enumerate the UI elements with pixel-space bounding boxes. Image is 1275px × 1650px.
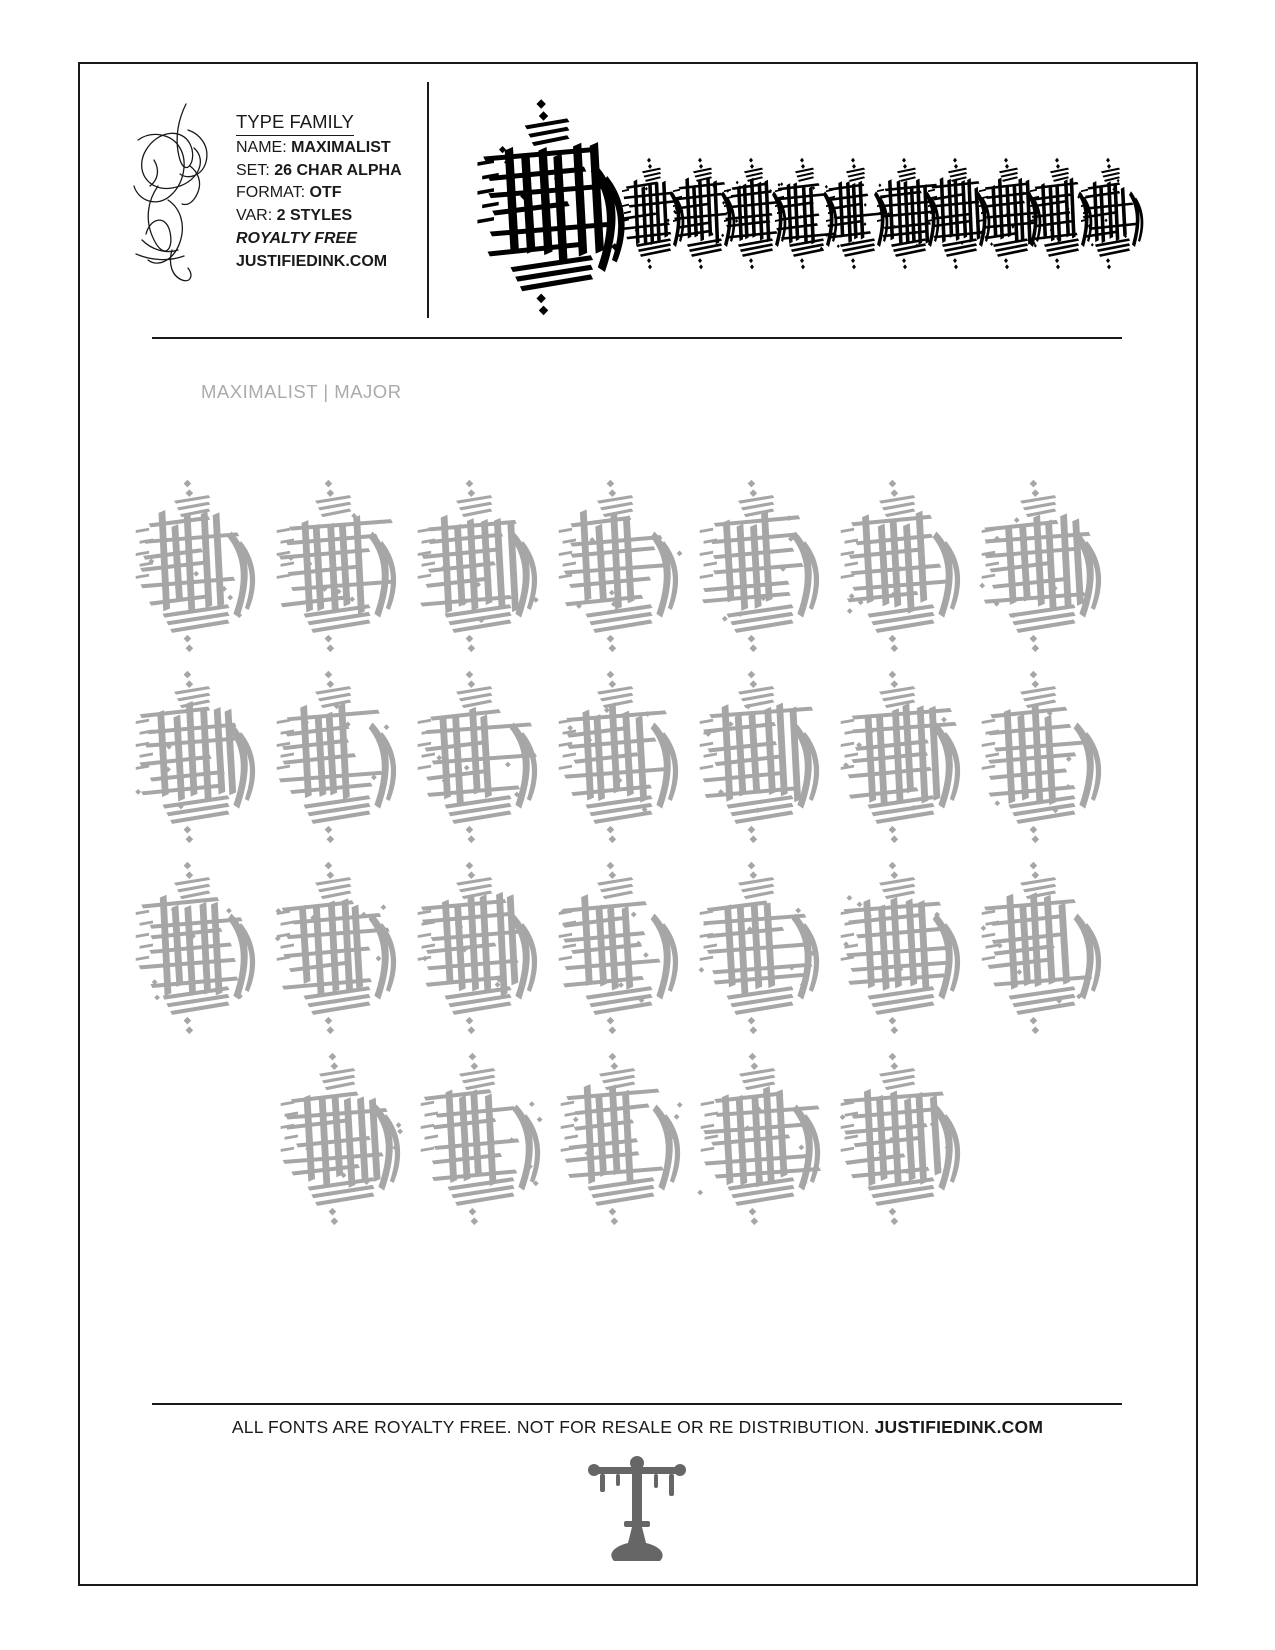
glyph-specimen xyxy=(971,474,1115,654)
footer-notice xyxy=(0,1417,1275,1438)
info-value: OTF xyxy=(309,184,342,202)
glyph-specimen xyxy=(125,665,269,845)
glyph-specimen xyxy=(266,665,410,845)
info-row-format xyxy=(236,182,402,205)
glyph-specimen xyxy=(830,856,974,1036)
hero-wordmark-icon xyxy=(468,92,1148,322)
glyph-specimen xyxy=(550,1047,694,1227)
info-row-name xyxy=(236,137,402,160)
glyph-specimen xyxy=(690,1047,834,1227)
glyph-specimen xyxy=(407,474,551,654)
glyph-specimen xyxy=(689,665,833,845)
info-label: NAME: xyxy=(236,139,292,156)
glyph-specimen xyxy=(125,474,269,654)
info-row-var xyxy=(236,205,402,228)
glyph-specimen xyxy=(266,474,410,654)
glyph-specimen xyxy=(548,665,692,845)
glyph-specimen xyxy=(971,856,1115,1036)
footer-notice-text: ALL FONTS ARE ROYALTY FREE. NOT FOR RESALE OR RE DISTRIBUTION. xyxy=(231,1417,875,1437)
glyph-specimen xyxy=(689,856,833,1036)
glyph-specimen xyxy=(830,474,974,654)
info-label: VAR: xyxy=(236,207,277,225)
license-line: ROYALTY FREE xyxy=(236,229,357,247)
type-family-info xyxy=(236,110,402,273)
specimen-subtitle: MAXIMALIST | MAJOR xyxy=(201,381,402,402)
type-family-title: TYPE FAMILY xyxy=(236,110,354,136)
glyph-specimen xyxy=(689,474,833,654)
glyph-specimen xyxy=(971,665,1115,845)
glyph-specimen xyxy=(407,665,551,845)
website-link[interactable]: JUSTIFIEDINK.COM xyxy=(236,252,388,270)
signature-icon xyxy=(128,100,218,286)
glyph-specimen xyxy=(548,856,692,1036)
glyph-specimen xyxy=(270,1047,414,1227)
justifiedink-emblem-icon xyxy=(582,1455,692,1565)
glyph-specimen xyxy=(407,856,551,1036)
footer-website-link[interactable]: JUSTIFIEDINK.COM xyxy=(874,1417,1044,1437)
info-label: FORMAT: xyxy=(236,184,310,202)
info-value: 2 STYLES xyxy=(276,207,353,225)
info-row-set xyxy=(236,160,402,183)
glyph-specimen xyxy=(830,1047,974,1227)
header-rule xyxy=(152,337,1122,339)
glyph-specimen xyxy=(266,856,410,1036)
glyph-specimen xyxy=(410,1047,554,1227)
info-value: 26 CHAR ALPHA xyxy=(274,161,402,179)
glyph-specimen xyxy=(125,856,269,1036)
footer-rule xyxy=(152,1403,1122,1405)
info-value: MAXIMALIST xyxy=(291,139,391,156)
header-divider xyxy=(427,82,429,318)
glyph-specimen xyxy=(548,474,692,654)
glyph-specimen xyxy=(830,665,974,845)
info-label: SET: xyxy=(236,161,275,179)
